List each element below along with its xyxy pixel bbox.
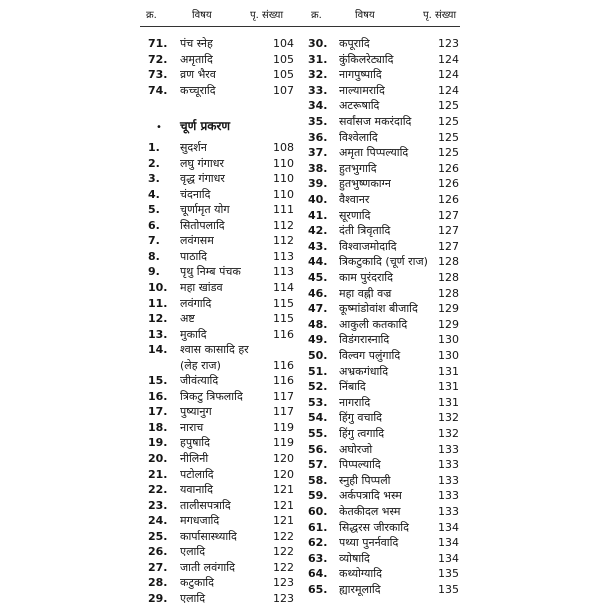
entry-page: 128 — [438, 255, 459, 269]
index-entry — [140, 498, 305, 514]
entry-number: 57. — [308, 458, 328, 472]
entry-number: 60. — [308, 505, 328, 518]
entry-title: सिद्धरस जीरकादि — [339, 520, 410, 534]
entry-title: नाराच — [180, 420, 204, 434]
index-entry — [140, 52, 305, 68]
index-entry — [305, 410, 600, 426]
entry-title: कार्पासास्थ्यादि — [180, 529, 237, 543]
index-entry — [140, 358, 305, 374]
entry-title: नागरादि — [339, 395, 371, 409]
entry-number: 32. — [308, 68, 328, 82]
entry-title: अघोरजो — [339, 442, 373, 456]
entry-page: 127 — [438, 208, 459, 222]
entry-number: 44. — [308, 255, 328, 269]
entry-page: 130 — [438, 333, 459, 347]
index-entry — [305, 582, 600, 598]
entry-number: 8. — [148, 249, 160, 263]
entry-number: 7. — [148, 234, 160, 248]
index-entry — [305, 192, 600, 208]
entry-page: 135 — [438, 583, 459, 596]
entry-number: 18. — [148, 420, 168, 434]
entry-page: 112 — [273, 218, 294, 232]
entry-page: 112 — [273, 234, 294, 248]
index-entry — [305, 67, 600, 83]
entry-title: (लेह राज) — [180, 358, 221, 372]
entry-page: 134 — [438, 551, 459, 565]
entry-page: 122 — [273, 545, 294, 559]
entry-number: 14. — [148, 343, 168, 357]
entry-title: लवंगादि — [180, 296, 212, 310]
entry-page: 119 — [273, 436, 294, 450]
entry-number: 59. — [308, 489, 328, 503]
entry-page: 123 — [273, 576, 294, 590]
entry-title: लवंगसम — [180, 234, 214, 248]
entry-number: 21. — [148, 467, 168, 481]
entry-title: आकुली कतकादि — [339, 317, 408, 331]
entry-number: 51. — [308, 364, 328, 378]
entry-title: पथ्या पुनर्नवादि — [339, 536, 399, 550]
entry-page: 124 — [438, 83, 459, 97]
entry-page: 134 — [438, 520, 459, 534]
entry-page: 127 — [438, 239, 459, 253]
index-entry — [140, 233, 305, 249]
entry-title: जीवंत्यादि — [180, 374, 219, 388]
entry-page: 116 — [273, 358, 294, 372]
entry-page: 124 — [438, 68, 459, 82]
entry-number: 34. — [308, 99, 328, 113]
index-entry — [305, 426, 600, 442]
entry-number: 45. — [308, 271, 328, 284]
index-entry — [140, 249, 305, 265]
entry-title: कथ्योग्यादि — [339, 567, 382, 581]
index-entry — [140, 36, 305, 52]
index-entry — [305, 520, 600, 536]
entry-number: 72. — [148, 52, 168, 66]
entry-number: 4. — [148, 187, 160, 201]
entry-title: महा वह्नी वज्र — [339, 286, 392, 300]
entry-page: 120 — [273, 452, 294, 465]
entry-title: पिप्पल्यादि — [339, 458, 381, 472]
entry-page: 129 — [438, 317, 459, 331]
entry-title: अटरूषादि — [339, 99, 380, 113]
entry-number: 71. — [148, 37, 168, 50]
entry-number: 31. — [308, 52, 328, 66]
entry-page: 129 — [438, 302, 459, 316]
entry-page: 121 — [273, 483, 294, 497]
entry-number: 26. — [148, 545, 168, 559]
entry-page: 117 — [273, 389, 294, 403]
entry-number: 3. — [148, 172, 160, 186]
index-entry — [305, 239, 600, 255]
entry-title: वृद्ध गंगाधर — [180, 172, 225, 186]
index-entry — [140, 296, 305, 312]
entry-title: काम पुरंदरादि — [339, 271, 393, 284]
entry-title: अमृता पिप्पल्यादि — [339, 146, 409, 160]
index-entry — [305, 551, 600, 567]
entry-title: हुतभुगादि — [339, 161, 377, 175]
entry-title: लघु गंगाधर — [180, 156, 224, 170]
index-entry — [305, 488, 600, 504]
entry-page: 111 — [273, 203, 294, 217]
entry-page: 125 — [438, 115, 459, 128]
entry-title: हिंगु वचादि — [339, 411, 383, 425]
entry-title: चूर्णामृत योग — [180, 203, 230, 217]
entry-title: मुकादि — [180, 327, 207, 341]
index-entry — [305, 473, 600, 489]
entry-page: 113 — [273, 249, 294, 263]
right-header-rule — [305, 26, 460, 27]
entry-page: 107 — [273, 83, 294, 97]
entry-number: 29. — [148, 591, 168, 605]
entry-number: 22. — [148, 483, 168, 497]
index-entry — [305, 161, 600, 177]
entry-number: 37. — [308, 146, 328, 160]
entry-number: 24. — [148, 514, 168, 528]
entry-title: विल्वग पलुंगादि — [339, 349, 401, 362]
entry-title: पंच स्नेह — [180, 37, 213, 50]
entry-page: 122 — [273, 529, 294, 543]
entry-number: 6. — [148, 218, 160, 232]
entry-page: 128 — [438, 271, 459, 284]
entry-page: 120 — [273, 467, 294, 481]
index-entry — [305, 317, 600, 333]
index-entry — [140, 311, 305, 327]
entry-number: 10. — [148, 280, 168, 294]
index-entry — [305, 223, 600, 239]
entry-number: 50. — [308, 349, 328, 362]
entry-number: 47. — [308, 302, 328, 316]
entry-title: सुदर्शन — [180, 141, 207, 154]
entry-number: 5. — [148, 203, 160, 217]
entry-title: स्नुही पिप्पली — [339, 473, 391, 487]
right-header-page: पृ. संख्या — [423, 10, 457, 21]
index-entry — [305, 379, 600, 395]
entry-page: 127 — [438, 224, 459, 238]
entry-number: 61. — [308, 520, 328, 534]
entry-number: 65. — [308, 583, 328, 596]
entry-number: 17. — [148, 405, 168, 419]
entry-title: कुंकिलरेट्यादि — [339, 52, 394, 66]
entry-page: 116 — [273, 374, 294, 388]
index-entry — [140, 435, 305, 451]
index-entry — [305, 176, 600, 192]
entry-title: व्योषादि — [339, 551, 370, 565]
entry-title: मगधजादि — [180, 514, 220, 528]
left-header-subject: विषय — [192, 10, 212, 21]
index-entry — [140, 560, 305, 576]
index-entry — [140, 342, 305, 358]
entry-title: तालीसपत्रादि — [180, 498, 231, 512]
entry-number: 2. — [148, 156, 160, 170]
entry-page: 114 — [273, 280, 294, 294]
entry-page: 135 — [438, 567, 459, 581]
entry-page: 104 — [273, 37, 294, 50]
entry-number: 12. — [148, 312, 168, 326]
entry-number: 73. — [148, 68, 168, 81]
index-entry — [140, 404, 305, 420]
entry-page: 110 — [273, 156, 294, 170]
entry-number: 43. — [308, 239, 328, 253]
entry-number: 53. — [308, 395, 328, 409]
index-entry — [140, 451, 305, 467]
index-entry — [305, 395, 600, 411]
index-entry — [305, 301, 600, 317]
left-header-num: क्र. — [146, 10, 157, 21]
entry-page: 117 — [273, 405, 294, 419]
index-entry — [305, 270, 600, 286]
entry-number: 48. — [308, 317, 328, 331]
entry-page: 128 — [438, 286, 459, 300]
entry-number: 23. — [148, 498, 168, 512]
index-entry — [140, 373, 305, 389]
entry-title: पुष्यानुग — [180, 405, 212, 419]
right-header-subject: विषय — [355, 10, 375, 21]
entry-page: 124 — [438, 52, 459, 66]
entry-title: त्रिकटु त्रिफलादि — [180, 389, 243, 403]
index-entry — [140, 327, 305, 343]
index-entry — [140, 140, 305, 156]
entry-page: 130 — [438, 349, 459, 362]
entry-page: 123 — [438, 37, 459, 50]
index-entry — [305, 98, 600, 114]
entry-title: ह्यारमूलादि — [339, 583, 381, 596]
entry-title: दंती त्रिवृतादि — [339, 224, 391, 238]
index-entry — [305, 83, 600, 99]
entry-title: केतकीदल भस्म — [339, 505, 401, 518]
entry-page: 115 — [273, 296, 294, 310]
index-entry — [305, 504, 600, 520]
entry-page: 133 — [438, 458, 459, 472]
entry-title: पाठादि — [180, 249, 208, 263]
entry-number: 52. — [308, 380, 328, 394]
entry-title: हिंगु त्वगादि — [339, 427, 385, 440]
entry-number: 55. — [308, 427, 328, 440]
entry-number: 39. — [308, 177, 328, 191]
entry-title: अर्कपत्रादि भस्म — [339, 489, 402, 503]
entry-page: 126 — [438, 193, 459, 206]
index-entry — [140, 420, 305, 436]
entry-title: श्वास कासादि हर — [180, 343, 249, 357]
entry-page: 126 — [438, 161, 459, 175]
entry-title: चंदनादि — [180, 187, 211, 201]
entry-page: 105 — [273, 68, 294, 81]
entry-title: पटोलादि — [180, 467, 214, 481]
entry-number: 16. — [148, 389, 168, 403]
entry-number: 64. — [308, 567, 328, 581]
index-entry — [140, 482, 305, 498]
index-entry — [305, 566, 600, 582]
right-header-num: क्र. — [311, 10, 322, 21]
index-entry — [305, 442, 600, 458]
index-entry — [140, 171, 305, 187]
index-entry — [305, 208, 600, 224]
entry-title: वैश्वानर — [339, 193, 370, 206]
index-entry — [140, 83, 305, 99]
index-entry — [140, 218, 305, 234]
entry-number: 40. — [308, 193, 328, 206]
entry-page: 126 — [438, 177, 459, 191]
entry-page: 123 — [273, 591, 294, 605]
entry-title: विश्वाजमोदादि — [339, 239, 397, 253]
entry-page: 119 — [273, 420, 294, 434]
entry-number: 25. — [148, 529, 168, 543]
entry-title: एलादि — [180, 545, 206, 559]
entry-title: पृथु निम्ब पंचक — [180, 265, 241, 279]
entry-page: 133 — [438, 505, 459, 518]
entry-number: 11. — [148, 296, 168, 310]
entry-number: 30. — [308, 37, 328, 50]
entry-title: त्रिकटुकादि (चूर्ण राज) — [339, 255, 428, 269]
index-entry — [305, 254, 600, 270]
entry-title: जाती लवंगादि — [180, 560, 235, 574]
entry-title: विश्वेलादि — [339, 130, 378, 144]
entry-page: 110 — [273, 187, 294, 201]
entry-title: निंबादि — [339, 380, 366, 394]
entry-title: कपूरादि — [339, 37, 370, 50]
entry-number: 41. — [308, 208, 328, 222]
entry-number: 35. — [308, 115, 328, 128]
entry-page: 133 — [438, 489, 459, 503]
entry-page: 131 — [438, 364, 459, 378]
index-entry — [305, 535, 600, 551]
entry-page: 115 — [273, 312, 294, 326]
left-header-page: पृ. संख्या — [250, 10, 284, 21]
entry-number: 20. — [148, 452, 168, 465]
entry-title: नीलिनी — [180, 452, 209, 465]
index-entry — [140, 591, 305, 607]
entry-title: महा खांडव — [180, 280, 223, 294]
index-entry — [140, 202, 305, 218]
entry-page: 125 — [438, 146, 459, 160]
entry-number: 9. — [148, 265, 160, 279]
entry-title: सर्वांसज मकरंदादि — [339, 115, 412, 128]
entry-number: 56. — [308, 442, 328, 456]
index-entry — [305, 332, 600, 348]
entry-page: 132 — [438, 427, 459, 440]
index-entry — [305, 114, 600, 130]
index-entry — [140, 280, 305, 296]
entry-title: हुतभुष्णकाग्न — [339, 177, 391, 191]
entry-page: 134 — [438, 536, 459, 550]
entry-number: 1. — [148, 141, 160, 154]
entry-title: व्रण भैरव — [180, 68, 216, 81]
entry-number: 38. — [308, 161, 328, 175]
index-entry — [305, 145, 600, 161]
index-entry — [305, 130, 600, 146]
entry-page: 133 — [438, 442, 459, 456]
index-entry — [140, 187, 305, 203]
index-entry — [140, 529, 305, 545]
entry-title: नागपुष्पादि — [339, 68, 382, 82]
entry-page: 121 — [273, 514, 294, 528]
entry-page: 131 — [438, 380, 459, 394]
entry-page: 105 — [273, 52, 294, 66]
entry-page: 133 — [438, 473, 459, 487]
entry-page: 132 — [438, 411, 459, 425]
entry-number: 36. — [308, 130, 328, 144]
entry-number: 62. — [308, 536, 328, 550]
entry-number: 74. — [148, 83, 168, 97]
right-column — [305, 0, 600, 600]
index-entry — [140, 389, 305, 405]
index-entry — [305, 457, 600, 473]
entry-number: 42. — [308, 224, 328, 238]
entry-title: यवानादि — [180, 483, 213, 497]
index-entry — [140, 575, 305, 591]
entry-number: 27. — [148, 560, 168, 574]
index-entry — [140, 544, 305, 560]
entry-number: 54. — [308, 411, 328, 425]
entry-page: 108 — [273, 141, 294, 154]
entry-number: 15. — [148, 374, 168, 388]
entry-title: अभ्रकगंधादि — [339, 364, 389, 378]
entry-title: नाल्यामरादि — [339, 83, 385, 97]
index-entry — [305, 52, 600, 68]
left-column — [140, 0, 305, 605]
entry-number: 46. — [308, 286, 328, 300]
index-entry — [140, 513, 305, 529]
index-entry — [140, 264, 305, 280]
entry-title: अष्ट — [180, 312, 195, 326]
entry-page: 113 — [273, 265, 294, 279]
index-entry — [305, 364, 600, 380]
entry-number: 63. — [308, 551, 328, 565]
entry-number: 13. — [148, 327, 168, 341]
entry-number: 19. — [148, 436, 168, 450]
entry-title: सूरणादि — [339, 208, 371, 222]
section-title: चूर्ण प्रकरण — [180, 119, 231, 133]
entry-title: कूष्मांडोवांश बीजादि — [339, 302, 418, 316]
index-entry — [140, 67, 305, 83]
entry-title: अमृतादि — [180, 52, 213, 66]
entry-number: 33. — [308, 83, 328, 97]
index-entry — [140, 156, 305, 172]
entry-page: 131 — [438, 395, 459, 409]
entry-title: कटुकादि — [180, 576, 214, 590]
index-entry — [305, 348, 600, 364]
entry-number: 28. — [148, 576, 168, 590]
entry-page: 116 — [273, 327, 294, 341]
index-entry — [305, 286, 600, 302]
entry-title: कच्चूरादि — [180, 83, 216, 97]
entry-page: 110 — [273, 172, 294, 186]
section-bullet: • — [156, 122, 162, 133]
entry-title: हपुषादि — [180, 436, 210, 450]
left-header-rule — [140, 26, 305, 27]
entry-page: 121 — [273, 498, 294, 512]
entry-page: 125 — [438, 99, 459, 113]
index-entry — [305, 36, 600, 52]
entry-title: एलादि — [180, 591, 206, 605]
entry-number: 58. — [308, 473, 328, 487]
entry-number: 49. — [308, 333, 328, 347]
index-entry — [140, 467, 305, 483]
entry-title: सितोपलादि — [180, 218, 225, 232]
entry-title: विडंगरास्नादि — [339, 333, 390, 347]
entry-page: 125 — [438, 130, 459, 144]
entry-page: 122 — [273, 560, 294, 574]
